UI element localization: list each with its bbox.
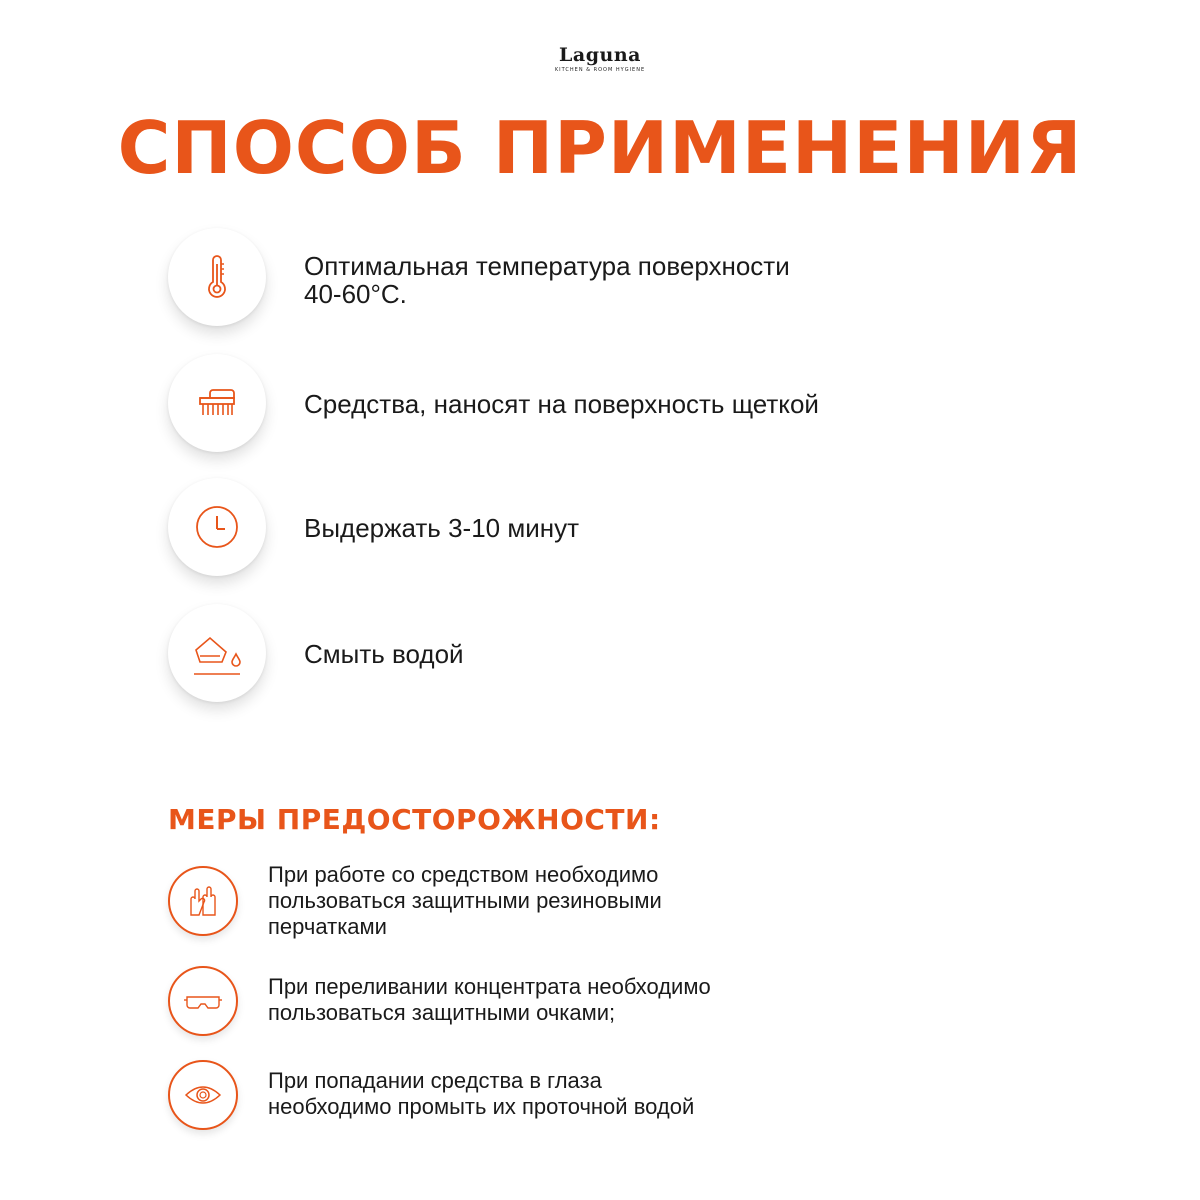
precaution-text-line: При попадании средства в глаза — [268, 1068, 602, 1093]
precaution-text-line: перчатками — [268, 914, 387, 939]
step-text-line: Оптимальная температура поверхности — [304, 251, 790, 281]
step-text — [304, 252, 790, 308]
precaution-text-line: пользоваться защитными очками; — [268, 1000, 616, 1025]
eye-icon — [183, 1075, 223, 1115]
step-text-line: 40-60°C. — [304, 279, 407, 309]
brand-tagline: KITCHEN & ROOM HYGIENE — [554, 67, 646, 73]
step-text: Смыть водой — [304, 639, 464, 669]
brand-name: Laguna — [559, 44, 641, 66]
precaution-text-line: При работе со средством необходимо — [268, 862, 659, 887]
brush-icon — [192, 378, 242, 428]
precaution-icon-circle — [168, 866, 238, 936]
precautions-title: МЕРЫ ПРЕДОСТОРОЖНОСТИ: — [168, 803, 661, 836]
step-text: Выдержать 3-10 минут — [304, 513, 580, 543]
step-icon-circle — [168, 604, 266, 702]
brand-logo — [0, 44, 1200, 74]
precaution-icon-circle — [168, 1060, 238, 1130]
rinse-water-icon — [192, 628, 242, 678]
gloves-icon — [183, 881, 223, 921]
clock-icon — [192, 502, 242, 552]
precaution-text-line: необходимо промыть их проточной водой — [268, 1094, 695, 1119]
precaution-icon-circle — [168, 966, 238, 1036]
step-text: Средства, наносят на поверхность щеткой — [304, 389, 819, 419]
precaution-text — [268, 974, 711, 1026]
precaution-text-line: При переливании концентрата необходимо — [268, 974, 711, 999]
thermometer-icon — [192, 252, 242, 302]
precaution-text-line: пользоваться защитными резиновыми — [268, 888, 662, 913]
goggles-icon — [183, 981, 223, 1021]
page-title: СПОСОБ ПРИМЕНЕНИЯ — [117, 106, 1083, 190]
step-icon-circle — [168, 354, 266, 452]
precaution-text — [268, 1068, 694, 1120]
step-icon-circle — [168, 478, 266, 576]
step-icon-circle — [168, 228, 266, 326]
precaution-text — [268, 862, 662, 940]
